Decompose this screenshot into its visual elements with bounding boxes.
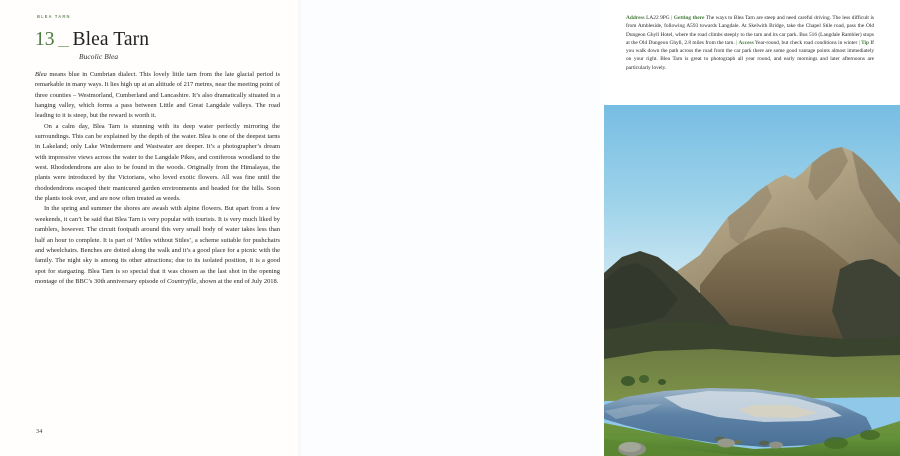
- grass-tuft: [860, 430, 880, 440]
- page-title: Blea Tarn: [72, 29, 150, 50]
- shoreline-stone: [759, 441, 769, 446]
- fell-dark-right: [832, 259, 900, 341]
- paragraph-3: [35, 204, 280, 287]
- photograph-artwork: [604, 105, 900, 456]
- running-head: BLEA TARN: [37, 14, 71, 19]
- chapter-subtitle: Bucolic Blea: [79, 52, 119, 61]
- info-separator-3: |: [858, 39, 860, 46]
- shrub: [639, 375, 649, 383]
- paragraph-1-text: means blue in Cumbrian dialect. This lovely little tarn from the late glacial period is remarkable in many ways. It lies high up at an altitude of 217 metres, near the meeting point of three counties – Westmorland, Cumberland and Lancashire. It’s also dramatically situated in a hanging valley, which forms a pass between Little and Great Langdale valleys. The road leading to it is steep, but the reward is worth it.: [35, 71, 280, 120]
- landscape-photograph: [604, 105, 900, 456]
- shoreline-stone: [734, 440, 742, 444]
- getting-there-value: The ways to Blea Tarn are steep and need careful driving. The less difficult is from Ambleside, following A593 towards Langdale. At Skelwith Bridge, take the Chapel Stile road, pass the Old Dungeon Ghyll Hotel, where the road climbs steeply to the tarn and its car park. Bus 516 (Langdale Rambler) stops at the Old Dungeon Ghyll, 2.8 miles from the tarn.: [626, 15, 875, 46]
- right-page: [300, 0, 875, 456]
- left-page: [0, 0, 300, 456]
- address-value: LA22 9PG: [646, 15, 670, 21]
- paragraph-1: [35, 70, 280, 122]
- paragraph-3-text-after: , shown at the end of July 2018.: [196, 277, 279, 285]
- getting-there-label: Getting there: [673, 15, 705, 21]
- address-label: Address: [626, 15, 645, 21]
- access-value: Year-round, but check road conditions in winter: [754, 39, 858, 46]
- access-label: Access: [738, 39, 754, 46]
- shrub: [621, 376, 635, 386]
- tip-value: If you walk down the path across the road from the car park there are some good vantage points almost immediately on your right. Blea Tarn is great to photograph all year round, and early mornings and later afternoons are particularly lovely.: [626, 39, 874, 71]
- paragraph-2-text: On a calm day, Blea Tarn is stunning with its deep water perfectly mirroring the surroundings. This can be explained by the depth of the water. Blea is one of the deepest tarns in Lakeland; only Lake Windermere and Wastwater are deeper. It’s a photographer’s dream with impressive views across the water to the Langdale Pikes, and coniferous woodland to the west. Rhododendrons are also to be found in the woods. Originally from the Himalayas, the plants were introduced by the Victorians, who loved exotic flowers. All was fine until the rhododendrons escaped their manicured garden environments and headed for the hills. Soon the plants took over, and are now often treated as weeds.: [35, 122, 280, 203]
- body-text-column: [35, 70, 280, 287]
- paragraph-2: [35, 122, 280, 205]
- grass-tuft: [824, 437, 848, 449]
- shrub: [658, 379, 666, 385]
- practical-info-block: [626, 14, 874, 72]
- chapter-title-row: [35, 30, 149, 50]
- tip-label: Tip: [861, 39, 870, 46]
- lead-word-italic: Blea: [35, 71, 47, 78]
- chapter-number: 13: [35, 29, 55, 50]
- info-separator-1: |: [671, 15, 673, 21]
- page-number: 34: [36, 428, 43, 435]
- paragraph-3-text-before: In the spring and summer the shores are awash with alpine flowers. But apart from a few weekends, it can’t be said that Blea Tarn is very popular with tourists. It is very much liked by ramblers, however. The circuit footpath around this very small body of water takes less than half an hour to complete. It is part of ‘Miles without Stiles’, a scheme suitable for pushchairs and wheelchairs. Benches are dotted along the walk and it’s a good place for a picnic with the family. The night sky is among its other attractions; due to its isolated position, it is a good spot for stargazing. Blea Tarn is so special that it was chosen as the last shot in the opening montage of the BBC’s 30th anniversary episode of: [35, 205, 280, 285]
- foreground-boulder-highlight: [619, 442, 641, 452]
- chapter-number-rule: [58, 46, 69, 47]
- info-separator-2: |: [736, 39, 738, 46]
- programme-title-italic: Countryfile: [166, 277, 197, 285]
- foreground-boulder: [717, 439, 735, 448]
- foreground-boulder: [769, 442, 783, 449]
